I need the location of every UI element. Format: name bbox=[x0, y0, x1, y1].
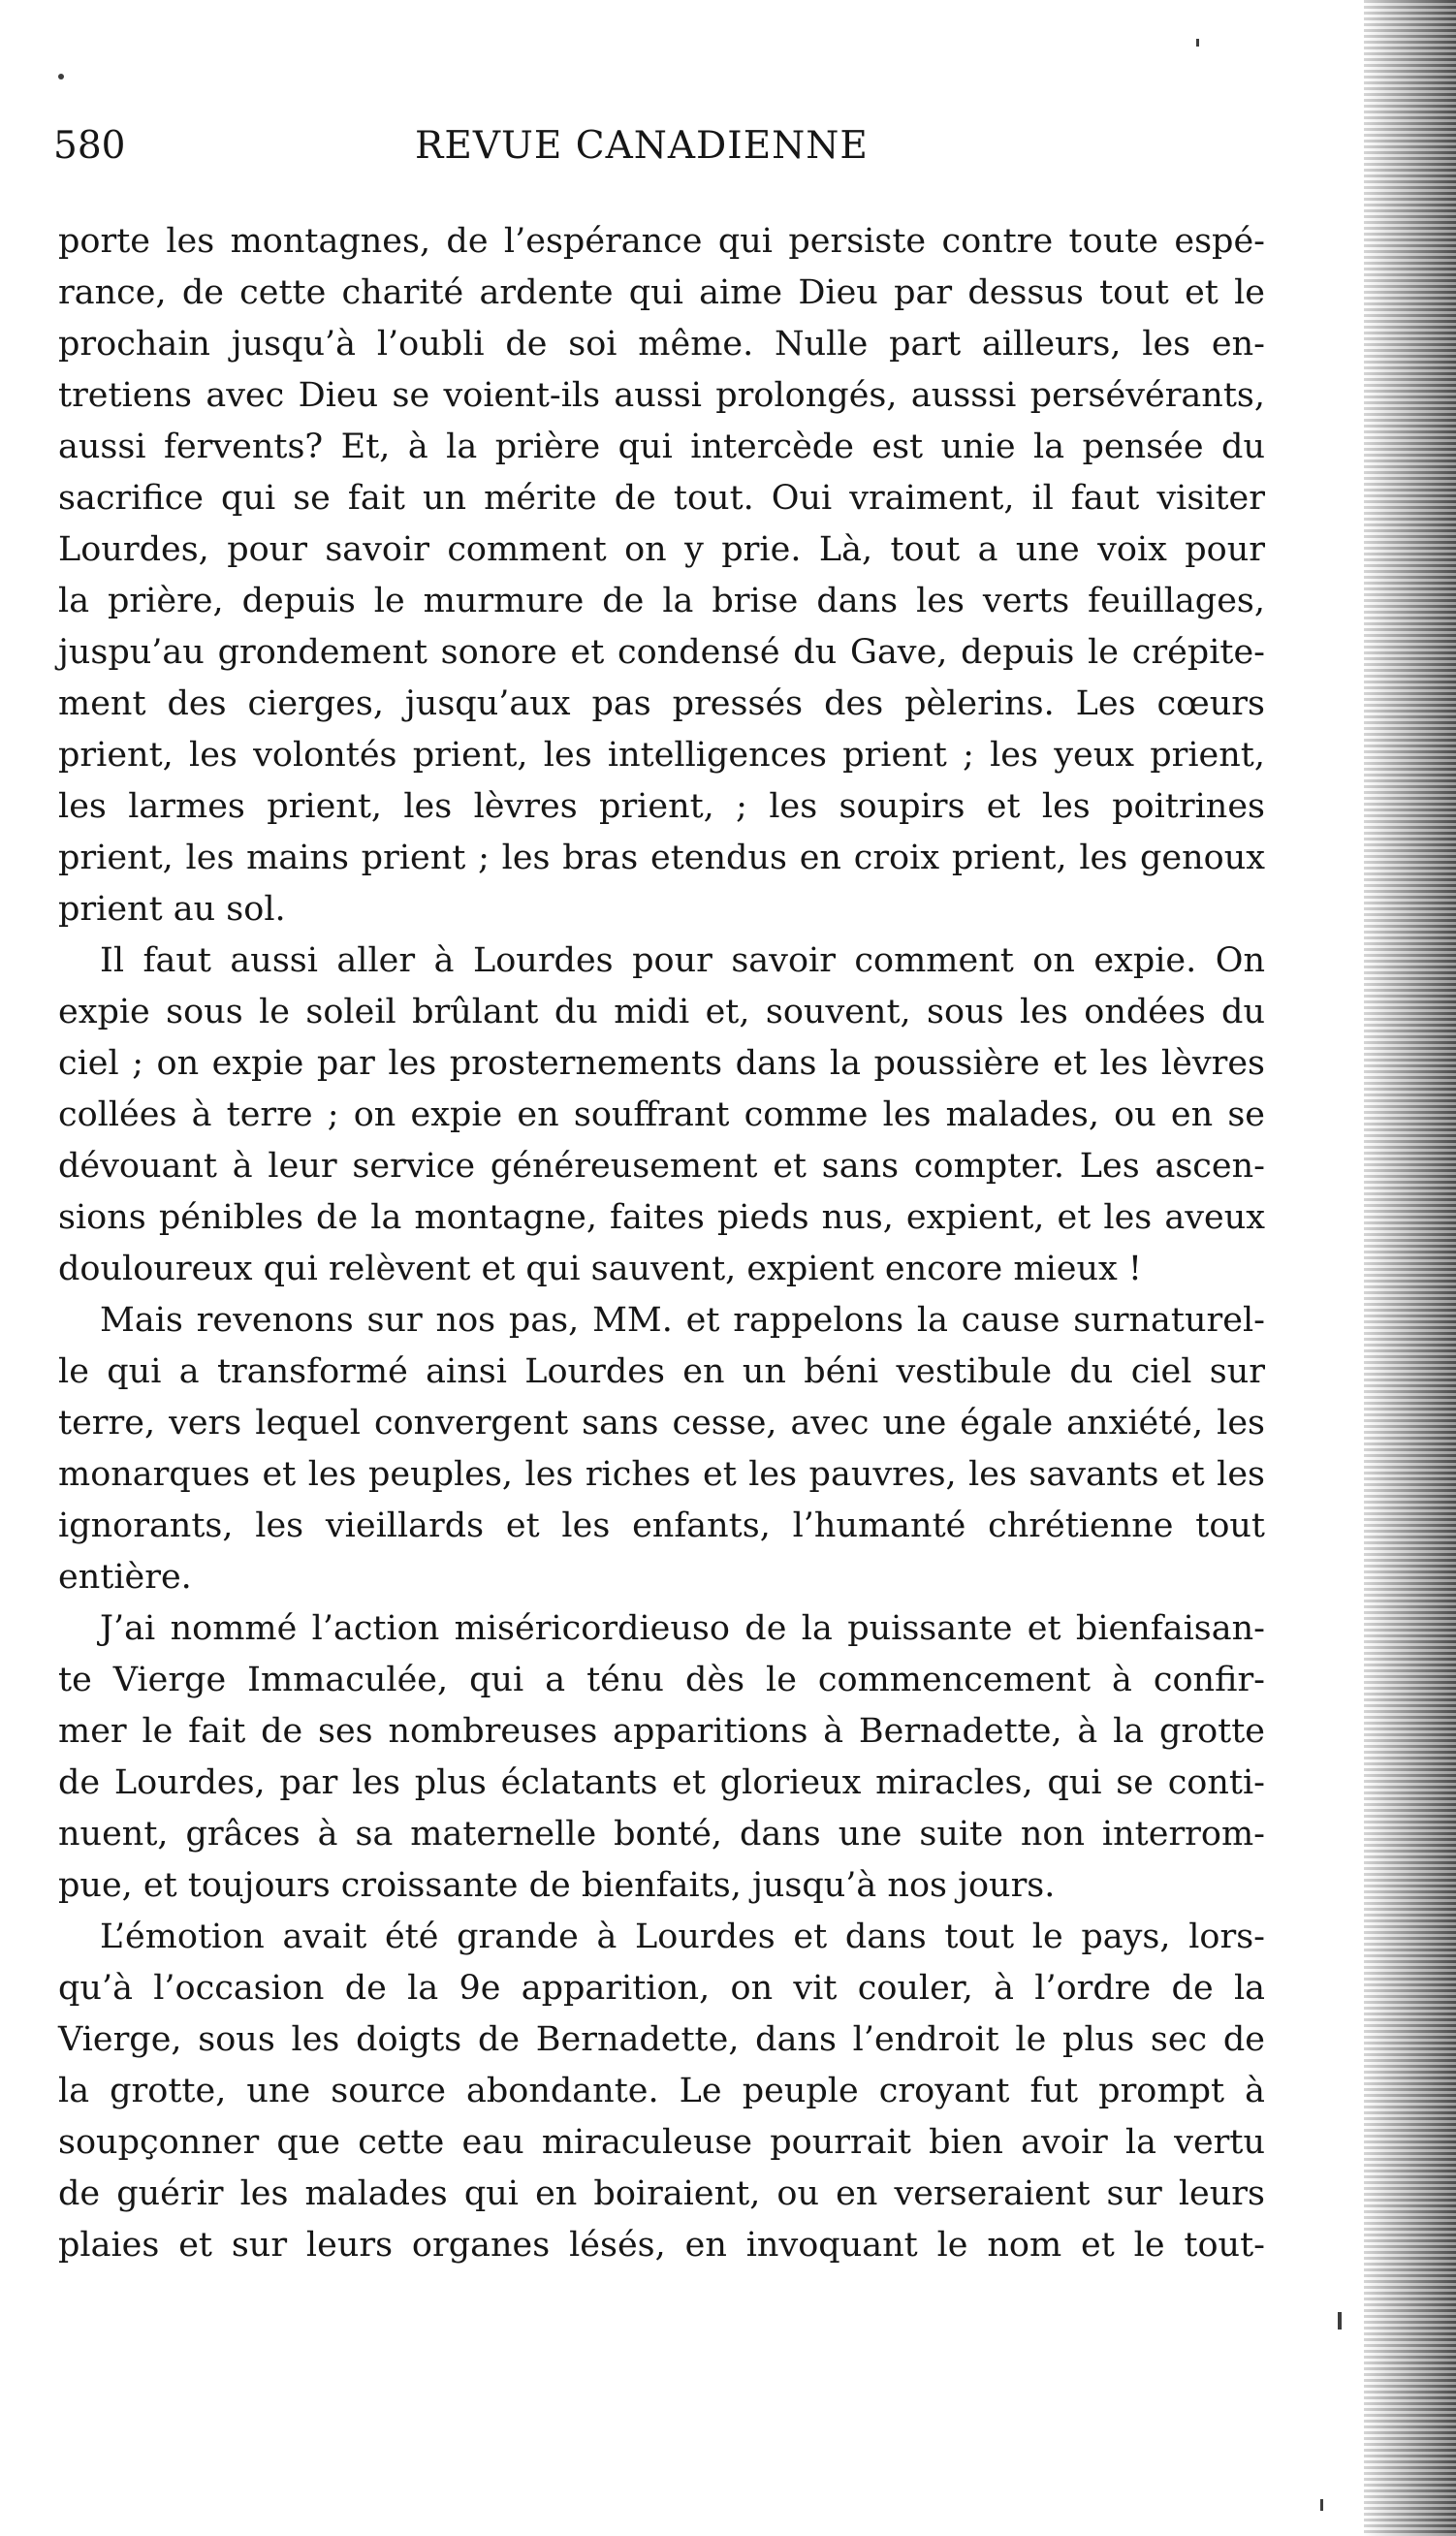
text-line: prient au sol. bbox=[58, 890, 286, 929]
text-line: dévouant à leur service généreusement et sans compter. Les ascen- bbox=[58, 1147, 1265, 1186]
text-line: plaies et sur leurs organes lésés, en invoquant le nom et le tout- bbox=[58, 2226, 1265, 2265]
text-line: expie sous le soleil brûlant du midi et, souvent, sous les ondées du bbox=[58, 993, 1265, 1031]
scan-speck bbox=[1320, 2499, 1323, 2511]
text-line: sacrifice qui se fait un mérite de tout. Oui vraiment, il faut visiter bbox=[58, 479, 1265, 518]
text-line: collées à terre ; on expie en souffrant comme les malades, ou en se bbox=[58, 1095, 1265, 1134]
text-line: la prière, depuis le murmure de la brise dans les verts feuillages, bbox=[58, 582, 1265, 620]
text-line: mer le fait de ses nombreuses apparitions à Bernadette, à la grotte bbox=[58, 1712, 1265, 1751]
running-title: REVUE CANADIENNE bbox=[415, 124, 869, 168]
text-line: ignorants, les vieillards et les enfants, l’humanté chrétienne tout bbox=[58, 1506, 1265, 1545]
text-line: aussi fervents? Et, à la prière qui intercède est unie la pensée du bbox=[58, 428, 1265, 466]
text-line: Mais revenons sur nos pas, MM. et rappelons la cause surnaturel- bbox=[100, 1301, 1265, 1340]
text-line: nuent, grâces à sa maternelle bonté, dans une suite non interrom- bbox=[58, 1815, 1265, 1854]
text-line: la grotte, une source abondante. Le peuple croyant fut prompt à bbox=[58, 2072, 1265, 2110]
text-line: Vierge, sous les doigts de Bernadette, dans l’endroit le plus sec de bbox=[58, 2020, 1265, 2059]
text-line: prochain jusqu’à l’oubli de soi même. Nulle part ailleurs, les en- bbox=[58, 325, 1265, 364]
text-line: Lourdes, pour savoir comment on y prie. Là, tout a une voix pour bbox=[58, 530, 1265, 569]
text-line: les larmes prient, les lèvres prient, ; les soupirs et les poitrines bbox=[58, 787, 1265, 826]
text-line: rance, de cette charité ardente qui aime Dieu par dessus tout et le bbox=[58, 273, 1265, 312]
text-line: Il faut aussi aller à Lourdes pour savoir comment on expie. On bbox=[100, 941, 1265, 980]
scan-speck bbox=[1196, 39, 1199, 47]
text-line: prient, les mains prient ; les bras etendus en croix prient, les genoux bbox=[58, 839, 1265, 877]
text-line: de guérir les malades qui en boiraient, ou en verseraient sur leurs bbox=[58, 2174, 1265, 2213]
text-line: entière. bbox=[58, 1558, 192, 1597]
text-line: terre, vers lequel convergent sans cesse, avec une égale anxiété, les bbox=[58, 1404, 1265, 1442]
text-line: sions pénibles de la montagne, faites pieds nus, expient, et les aveux bbox=[58, 1198, 1265, 1237]
text-line: te Vierge Immaculée, qui a ténu dès le commencement à confir- bbox=[58, 1661, 1265, 1699]
text-line: de Lourdes, par les plus éclatants et glorieux miracles, qui se conti- bbox=[58, 1763, 1265, 1802]
text-line: porte les montagnes, de l’espérance qui persiste contre toute espé- bbox=[58, 222, 1265, 261]
scan-speck bbox=[1338, 2312, 1342, 2330]
text-line: le qui a transformé ainsi Lourdes en un béni vestibule du ciel sur bbox=[58, 1352, 1265, 1391]
scan-speck bbox=[58, 74, 64, 79]
text-line: qu’à l’occasion de la 9e apparition, on vit couler, à l’ordre de la bbox=[58, 1969, 1265, 2008]
text-line: juspu’au grondement sonore et condensé du Gave, depuis le crépite- bbox=[58, 633, 1265, 672]
text-line: pue, et toujours croissante de bienfaits, jusqu’à nos jours. bbox=[58, 1866, 1056, 1905]
text-line: douloureux qui relèvent et qui sauvent, expient encore mieux ! bbox=[58, 1250, 1142, 1288]
page-number: 580 bbox=[53, 124, 126, 168]
text-line: ment des cierges, jusqu’aux pas pressés des pèlerins. Les cœurs bbox=[58, 684, 1265, 723]
text-line: tretiens avec Dieu se voient-ils aussi prolongés, ausssi persévérants, bbox=[58, 376, 1265, 415]
text-line: J’ai nommé l’action miséricordieuso de la puissante et bienfaisan- bbox=[100, 1609, 1265, 1648]
text-line: L’émotion avait été grande à Lourdes et dans tout le pays, lors- bbox=[100, 1918, 1265, 1956]
text-line: prient, les volontés prient, les intelligences prient ; les yeux prient, bbox=[58, 736, 1265, 775]
text-line: ciel ; on expie par les prosternements dans la poussière et les lèvres bbox=[58, 1044, 1265, 1083]
text-line: soupçonner que cette eau miraculeuse pourrait bien avoir la vertu bbox=[58, 2123, 1265, 2162]
text-line: monarques et les peuples, les riches et les pauvres, les savants et les bbox=[58, 1455, 1265, 1494]
page-edge-shadow bbox=[1364, 0, 1456, 2536]
